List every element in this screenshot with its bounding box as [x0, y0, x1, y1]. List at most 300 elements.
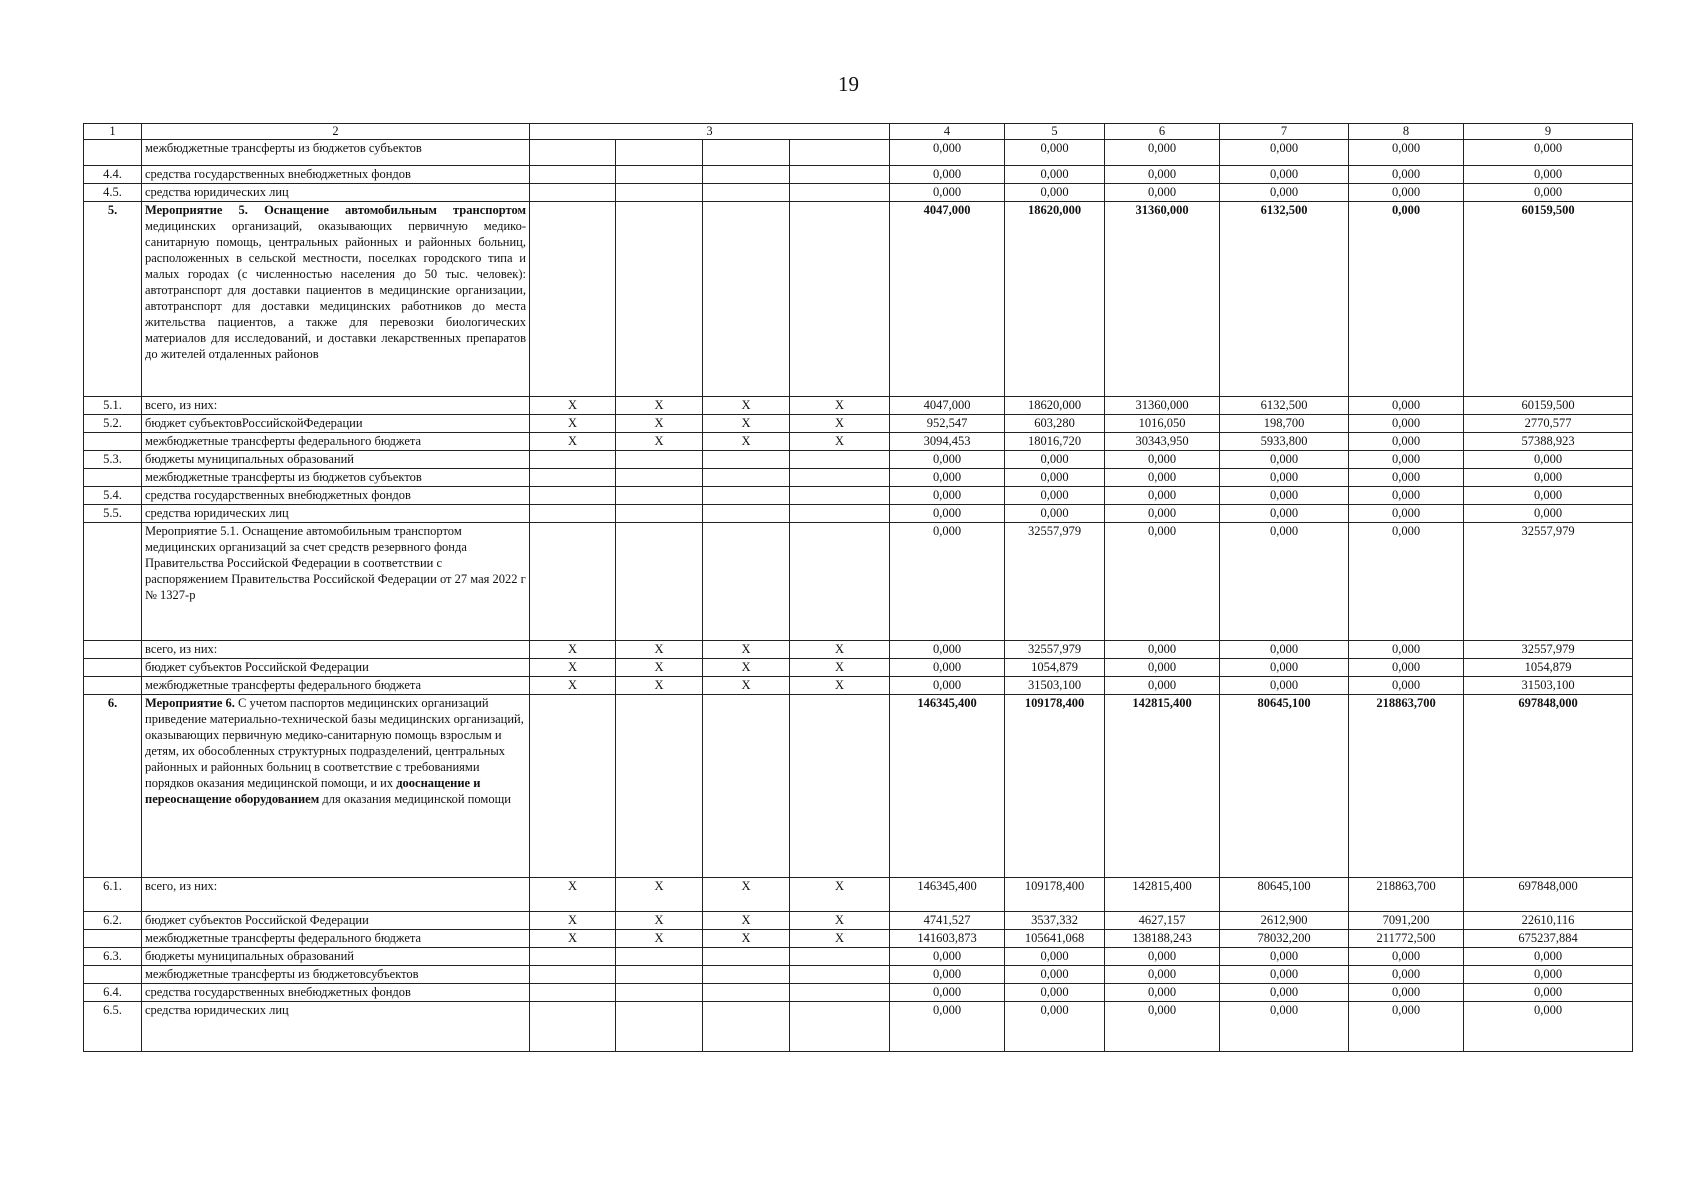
row-name [142, 166, 530, 184]
value-cell-col-9: 697848,000 [1464, 878, 1633, 912]
value-cell-col-8: 0,000 [1349, 397, 1464, 415]
col3-cell [616, 966, 703, 984]
value-cell-col-4: 0,000 [890, 677, 1005, 695]
col3-cell: X [616, 878, 703, 912]
row-name [142, 695, 530, 878]
col3-cell: X [616, 677, 703, 695]
row-name-text: средства государственных внебюджетных фондов [145, 167, 411, 181]
value-cell-col-5: 0,000 [1005, 184, 1105, 202]
value-cell-col-6: 0,000 [1105, 966, 1220, 984]
row-number: 6.1. [84, 878, 142, 912]
value-cell-col-4: 0,000 [890, 166, 1005, 184]
value-cell-col-7: 0,000 [1220, 641, 1349, 659]
col3-cell: X [530, 878, 616, 912]
table-row [84, 966, 1633, 984]
value-cell-col-6: 0,000 [1105, 166, 1220, 184]
value-cell-col-5: 109178,400 [1005, 878, 1105, 912]
value-cell-col-6: 0,000 [1105, 659, 1220, 677]
value-cell-col-8: 0,000 [1349, 140, 1464, 166]
value-cell-col-7: 0,000 [1220, 984, 1349, 1002]
row-number: 6. [84, 695, 142, 878]
row-name-text: средства юридических лиц [145, 1003, 289, 1017]
table-row [84, 523, 1633, 641]
row-number [84, 433, 142, 451]
col3-cell [790, 695, 890, 878]
row-name-bold: Мероприятие 5. Оснащение автомобильным транспортом [145, 203, 526, 217]
col3-cell [616, 984, 703, 1002]
col3-cell [616, 1002, 703, 1052]
value-cell-col-4: 0,000 [890, 140, 1005, 166]
col3-cell: X [616, 641, 703, 659]
table-row [84, 641, 1633, 659]
value-cell-col-9: 697848,000 [1464, 695, 1633, 878]
col3-cell [790, 948, 890, 966]
col3-cell [703, 695, 790, 878]
col3-cell [530, 184, 616, 202]
value-cell-col-7: 0,000 [1220, 966, 1349, 984]
col3-cell: X [530, 433, 616, 451]
value-cell-col-7: 0,000 [1220, 505, 1349, 523]
value-cell-col-8: 0,000 [1349, 659, 1464, 677]
col3-cell [703, 469, 790, 487]
value-cell-col-5: 18620,000 [1005, 397, 1105, 415]
table-row [84, 930, 1633, 948]
row-number [84, 930, 142, 948]
value-cell-col-8: 0,000 [1349, 184, 1464, 202]
row-number [84, 677, 142, 695]
col3-cell [530, 695, 616, 878]
col3-cell [790, 505, 890, 523]
header-col-3: 3 [530, 124, 890, 140]
col3-cell [703, 966, 790, 984]
value-cell-col-9: 22610,116 [1464, 912, 1633, 930]
col3-cell: X [703, 415, 790, 433]
row-number: 5.3. [84, 451, 142, 469]
table-row [84, 505, 1633, 523]
table-row [84, 984, 1633, 1002]
value-cell-col-4: 0,000 [890, 984, 1005, 1002]
row-number: 5.5. [84, 505, 142, 523]
value-cell-col-7: 0,000 [1220, 140, 1349, 166]
header-col-7: 7 [1220, 124, 1349, 140]
value-cell-col-6: 0,000 [1105, 469, 1220, 487]
value-cell-col-7: 0,000 [1220, 523, 1349, 641]
row-name [142, 505, 530, 523]
col3-cell: X [790, 878, 890, 912]
value-cell-col-8: 218863,700 [1349, 695, 1464, 878]
row-name [142, 487, 530, 505]
row-name-text: средства юридических лиц [145, 506, 289, 520]
value-cell-col-8: 0,000 [1349, 469, 1464, 487]
value-cell-col-5: 18016,720 [1005, 433, 1105, 451]
col3-cell [790, 202, 890, 397]
col3-cell [616, 695, 703, 878]
value-cell-col-9: 32557,979 [1464, 523, 1633, 641]
col3-cell: X [616, 659, 703, 677]
value-cell-col-9: 0,000 [1464, 948, 1633, 966]
value-cell-col-7: 2612,900 [1220, 912, 1349, 930]
table-row [84, 659, 1633, 677]
col3-cell [703, 984, 790, 1002]
value-cell-col-5: 0,000 [1005, 1002, 1105, 1052]
col3-cell: X [530, 397, 616, 415]
row-name-text: межбюджетные трансферты из бюджетов субъектов [145, 141, 422, 155]
row-name-text: бюджет субъектов Российской Федерации [145, 660, 369, 674]
row-number [84, 140, 142, 166]
value-cell-col-6: 0,000 [1105, 487, 1220, 505]
col3-cell: X [530, 677, 616, 695]
value-cell-col-9: 0,000 [1464, 505, 1633, 523]
col3-cell: X [703, 677, 790, 695]
col3-cell [703, 451, 790, 469]
col3-cell [703, 487, 790, 505]
col3-cell [703, 184, 790, 202]
row-name [142, 1002, 530, 1052]
value-cell-col-6: 142815,400 [1105, 878, 1220, 912]
col3-cell [530, 1002, 616, 1052]
row-name-bold-2: дооснащение и переоснащение оборудованием [145, 776, 481, 806]
value-cell-col-9: 0,000 [1464, 1002, 1633, 1052]
row-name-text: межбюджетные трансферты федерального бюджета [145, 678, 422, 692]
col3-cell [790, 166, 890, 184]
col3-cell: X [616, 433, 703, 451]
value-cell-col-4: 952,547 [890, 415, 1005, 433]
value-cell-col-7: 0,000 [1220, 677, 1349, 695]
value-cell-col-4: 146345,400 [890, 878, 1005, 912]
value-cell-col-6: 0,000 [1105, 948, 1220, 966]
row-number: 6.5. [84, 1002, 142, 1052]
value-cell-col-6: 1016,050 [1105, 415, 1220, 433]
row-name [142, 184, 530, 202]
value-cell-col-5: 0,000 [1005, 166, 1105, 184]
row-name [142, 912, 530, 930]
value-cell-col-6: 0,000 [1105, 451, 1220, 469]
col3-cell [530, 469, 616, 487]
value-cell-col-9: 0,000 [1464, 469, 1633, 487]
row-name-text: бюджет субъектов Российской Федерации [145, 913, 369, 927]
row-name-tail: для оказания медицинской помощи [319, 792, 511, 806]
value-cell-col-8: 0,000 [1349, 966, 1464, 984]
value-cell-col-9: 31503,100 [1464, 677, 1633, 695]
col3-cell: X [790, 677, 890, 695]
row-name-text: бюджеты муниципальных образований [145, 452, 354, 466]
col3-cell: X [703, 641, 790, 659]
col3-cell: X [616, 415, 703, 433]
col3-cell [703, 1002, 790, 1052]
col3-cell [530, 966, 616, 984]
row-name [142, 984, 530, 1002]
col3-cell: X [790, 397, 890, 415]
value-cell-col-5: 32557,979 [1005, 641, 1105, 659]
col3-cell: X [530, 659, 616, 677]
row-number: 5. [84, 202, 142, 397]
col3-cell [790, 966, 890, 984]
value-cell-col-5: 0,000 [1005, 469, 1105, 487]
value-cell-col-6: 0,000 [1105, 984, 1220, 1002]
col3-cell: X [530, 415, 616, 433]
value-cell-col-9: 0,000 [1464, 966, 1633, 984]
col3-cell: X [530, 930, 616, 948]
col3-cell [530, 202, 616, 397]
value-cell-col-7: 0,000 [1220, 184, 1349, 202]
value-cell-col-7: 0,000 [1220, 166, 1349, 184]
value-cell-col-8: 0,000 [1349, 948, 1464, 966]
row-name-text: медицинских организаций, оказывающих первичную медико-санитарную помощь, центральных районных и районных больниц, расположенных в сельской местности, поселках городского типа и малых городах (с численностью населения до 50 тыс. человек): автотранспорт для доставки пациентов в медицинские организации, автотранспорт для доставки медицинских работников до места жительства пациентов, а также для перевозки биологических материалов для исследований, и доставки лекарственных препаратов до жителей отдаленных районов [145, 219, 526, 361]
value-cell-col-4: 4741,527 [890, 912, 1005, 930]
row-name-text: Мероприятие 5.1. Оснащение автомобильным транспортом медицинских организаций за счет средств резервного фонда Правительства Российской Федерации в соответствии с распоряжением Правительства Российской Федерации от 27 мая 2022 г № 1327-р [145, 524, 526, 602]
table-row [84, 451, 1633, 469]
row-number: 6.4. [84, 984, 142, 1002]
col3-cell: X [703, 912, 790, 930]
value-cell-col-4: 0,000 [890, 184, 1005, 202]
value-cell-col-7: 0,000 [1220, 469, 1349, 487]
value-cell-col-5: 0,000 [1005, 451, 1105, 469]
value-cell-col-5: 0,000 [1005, 966, 1105, 984]
table-row [84, 433, 1633, 451]
value-cell-col-7: 6132,500 [1220, 397, 1349, 415]
row-name [142, 930, 530, 948]
table-row [84, 487, 1633, 505]
col3-cell [703, 202, 790, 397]
header-col-9: 9 [1464, 124, 1633, 140]
budget-table [83, 123, 1633, 1052]
row-name [142, 415, 530, 433]
value-cell-col-8: 0,000 [1349, 984, 1464, 1002]
col3-cell [616, 451, 703, 469]
row-name-text: С учетом паспортов медицинских организаций приведение материально-технической базы медицинских организаций, оказывающих первичную медико-санитарную помощь взрослым и детям, их обособленных структурных подразделений, центральных районных и районных больниц в соответствие с требованиями порядков оказания медицинской помощи, и их [145, 696, 524, 790]
value-cell-col-7: 80645,100 [1220, 695, 1349, 878]
value-cell-col-7: 0,000 [1220, 487, 1349, 505]
value-cell-col-6: 0,000 [1105, 1002, 1220, 1052]
col3-cell: X [703, 878, 790, 912]
row-name [142, 469, 530, 487]
value-cell-col-5: 105641,068 [1005, 930, 1105, 948]
col3-cell: X [703, 659, 790, 677]
value-cell-col-6: 30343,950 [1105, 433, 1220, 451]
value-cell-col-5: 1054,879 [1005, 659, 1105, 677]
table-row [84, 397, 1633, 415]
value-cell-col-4: 141603,873 [890, 930, 1005, 948]
col3-cell: X [616, 912, 703, 930]
table-row [84, 140, 1633, 166]
row-name [142, 202, 530, 397]
row-name [142, 966, 530, 984]
value-cell-col-9: 0,000 [1464, 487, 1633, 505]
col3-cell: X [616, 397, 703, 415]
value-cell-col-7: 6132,500 [1220, 202, 1349, 397]
value-cell-col-6: 4627,157 [1105, 912, 1220, 930]
value-cell-col-9: 675237,884 [1464, 930, 1633, 948]
value-cell-col-6: 142815,400 [1105, 695, 1220, 878]
header-col-1: 1 [84, 124, 142, 140]
value-cell-col-6: 31360,000 [1105, 202, 1220, 397]
col3-cell: X [703, 930, 790, 948]
col3-cell [790, 984, 890, 1002]
value-cell-col-4: 0,000 [890, 966, 1005, 984]
table-row [84, 912, 1633, 930]
col3-cell [703, 948, 790, 966]
row-number: 5.1. [84, 397, 142, 415]
value-cell-col-4: 0,000 [890, 523, 1005, 641]
value-cell-col-9: 1054,879 [1464, 659, 1633, 677]
value-cell-col-8: 0,000 [1349, 505, 1464, 523]
row-name-text: средства государственных внебюджетных фондов [145, 985, 411, 999]
value-cell-col-7: 80645,100 [1220, 878, 1349, 912]
value-cell-col-8: 0,000 [1349, 523, 1464, 641]
value-cell-col-9: 60159,500 [1464, 397, 1633, 415]
header-col-2: 2 [142, 124, 530, 140]
row-number [84, 966, 142, 984]
row-name-text: межбюджетные трансферты федерального бюджета [145, 434, 422, 448]
col3-cell [530, 140, 616, 166]
value-cell-col-6: 0,000 [1105, 184, 1220, 202]
value-cell-col-4: 146345,400 [890, 695, 1005, 878]
value-cell-col-4: 0,000 [890, 487, 1005, 505]
value-cell-col-4: 0,000 [890, 451, 1005, 469]
value-cell-col-7: 5933,800 [1220, 433, 1349, 451]
value-cell-col-8: 0,000 [1349, 677, 1464, 695]
value-cell-col-4: 0,000 [890, 505, 1005, 523]
col3-cell [703, 166, 790, 184]
value-cell-col-4: 0,000 [890, 1002, 1005, 1052]
row-name-text: межбюджетные трансферты из бюджетовсубъектов [145, 967, 419, 981]
value-cell-col-9: 0,000 [1464, 451, 1633, 469]
row-name-text: средства юридических лиц [145, 185, 289, 199]
value-cell-col-5: 0,000 [1005, 984, 1105, 1002]
col3-cell [616, 948, 703, 966]
table-row [84, 878, 1633, 912]
value-cell-col-9: 0,000 [1464, 140, 1633, 166]
value-cell-col-6: 0,000 [1105, 523, 1220, 641]
col3-cell [616, 523, 703, 641]
value-cell-col-7: 0,000 [1220, 948, 1349, 966]
value-cell-col-5: 0,000 [1005, 140, 1105, 166]
col3-cell: X [530, 912, 616, 930]
table-row [84, 469, 1633, 487]
value-cell-col-5: 3537,332 [1005, 912, 1105, 930]
value-cell-col-6: 0,000 [1105, 641, 1220, 659]
col3-cell: X [790, 641, 890, 659]
col3-cell [790, 469, 890, 487]
header-col-8: 8 [1349, 124, 1464, 140]
value-cell-col-6: 0,000 [1105, 677, 1220, 695]
col3-cell [616, 166, 703, 184]
value-cell-col-7: 198,700 [1220, 415, 1349, 433]
table-row [84, 948, 1633, 966]
row-number: 6.2. [84, 912, 142, 930]
value-cell-col-8: 7091,200 [1349, 912, 1464, 930]
value-cell-col-6: 0,000 [1105, 140, 1220, 166]
col3-cell [790, 451, 890, 469]
row-name-text: межбюджетные трансферты из бюджетов субъектов [145, 470, 422, 484]
col3-cell [790, 140, 890, 166]
row-number [84, 469, 142, 487]
value-cell-col-5: 0,000 [1005, 487, 1105, 505]
value-cell-col-9: 0,000 [1464, 184, 1633, 202]
header-col-4: 4 [890, 124, 1005, 140]
value-cell-col-7: 0,000 [1220, 1002, 1349, 1052]
col3-cell: X [703, 397, 790, 415]
col3-cell [530, 948, 616, 966]
table-row [84, 695, 1633, 878]
table-row [84, 677, 1633, 695]
col3-cell [790, 1002, 890, 1052]
value-cell-col-4: 0,000 [890, 948, 1005, 966]
value-cell-col-7: 78032,200 [1220, 930, 1349, 948]
value-cell-col-4: 0,000 [890, 659, 1005, 677]
value-cell-col-8: 0,000 [1349, 166, 1464, 184]
value-cell-col-7: 0,000 [1220, 659, 1349, 677]
col3-cell [530, 487, 616, 505]
table-row [84, 1002, 1633, 1052]
row-name-text: межбюджетные трансферты федерального бюджета [145, 931, 422, 945]
value-cell-col-8: 0,000 [1349, 433, 1464, 451]
col3-cell: X [790, 433, 890, 451]
value-cell-col-9: 60159,500 [1464, 202, 1633, 397]
column-numbers-row [84, 124, 1633, 140]
row-name [142, 451, 530, 469]
col3-cell [616, 184, 703, 202]
col3-cell: X [790, 415, 890, 433]
row-number [84, 641, 142, 659]
value-cell-col-8: 0,000 [1349, 1002, 1464, 1052]
table-row [84, 202, 1633, 397]
col3-cell [616, 487, 703, 505]
row-number: 4.5. [84, 184, 142, 202]
col3-cell [530, 505, 616, 523]
col3-cell: X [616, 930, 703, 948]
value-cell-col-9: 57388,923 [1464, 433, 1633, 451]
col3-cell [530, 166, 616, 184]
value-cell-col-8: 0,000 [1349, 641, 1464, 659]
table-row [84, 415, 1633, 433]
value-cell-col-4: 3094,453 [890, 433, 1005, 451]
value-cell-col-6: 31360,000 [1105, 397, 1220, 415]
col3-cell [530, 984, 616, 1002]
col3-cell [616, 140, 703, 166]
value-cell-col-8: 218863,700 [1349, 878, 1464, 912]
row-name [142, 523, 530, 641]
col3-cell [790, 523, 890, 641]
row-name-text: всего, из них: [145, 642, 218, 656]
value-cell-col-4: 0,000 [890, 641, 1005, 659]
col3-cell [790, 184, 890, 202]
row-name [142, 641, 530, 659]
value-cell-col-9: 2770,577 [1464, 415, 1633, 433]
value-cell-col-5: 32557,979 [1005, 523, 1105, 641]
row-name-text: бюджеты муниципальных образований [145, 949, 354, 963]
value-cell-col-9: 0,000 [1464, 166, 1633, 184]
value-cell-col-4: 4047,000 [890, 202, 1005, 397]
col3-cell: X [703, 433, 790, 451]
row-number: 5.2. [84, 415, 142, 433]
value-cell-col-5: 0,000 [1005, 948, 1105, 966]
col3-cell [616, 505, 703, 523]
value-cell-col-5: 109178,400 [1005, 695, 1105, 878]
row-name [142, 948, 530, 966]
col3-cell [530, 523, 616, 641]
table-row [84, 184, 1633, 202]
row-name-text: всего, из них: [145, 879, 218, 893]
value-cell-col-6: 138188,243 [1105, 930, 1220, 948]
row-name [142, 677, 530, 695]
header-col-5: 5 [1005, 124, 1105, 140]
col3-cell [703, 140, 790, 166]
col3-cell: X [790, 659, 890, 677]
value-cell-col-4: 0,000 [890, 469, 1005, 487]
col3-cell: X [790, 930, 890, 948]
row-number: 5.4. [84, 487, 142, 505]
